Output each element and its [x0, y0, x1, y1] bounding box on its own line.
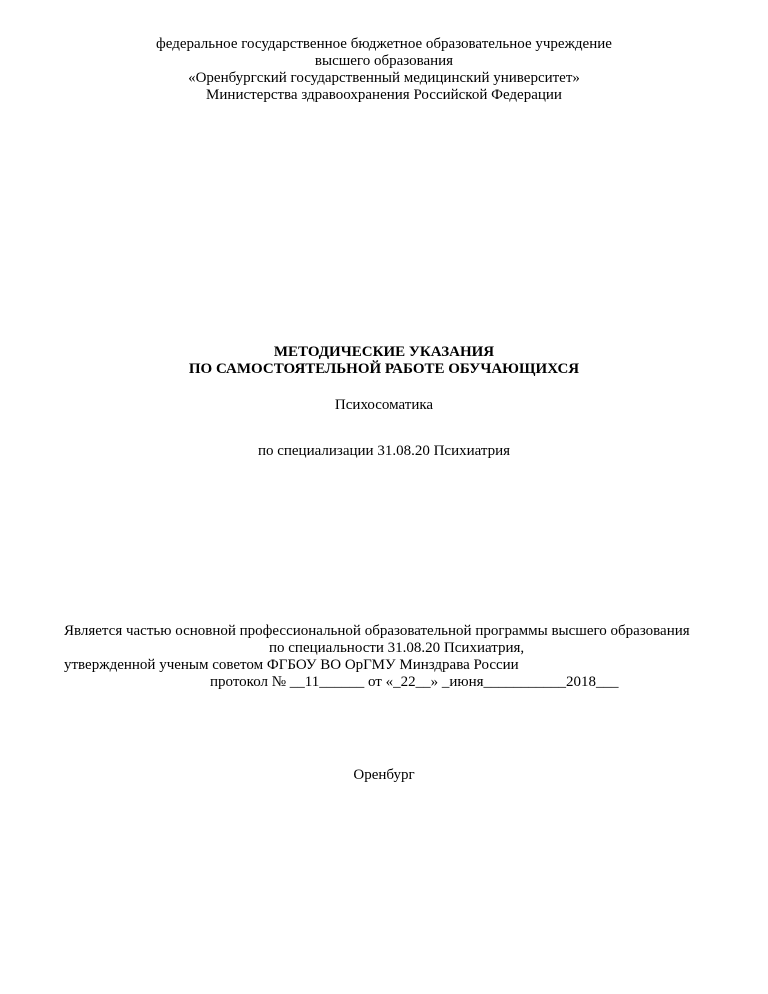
- discipline-name: Психосоматика: [334, 397, 434, 413]
- header-line-3: «Оренбургский государственный медицинский университет»: [188, 70, 580, 86]
- header-line-1: федеральное государственное бюджетное образовательное учреждение: [156, 36, 612, 52]
- program-line-3: утвержденной ученым советом ФГБОУ ВО ОрГМУ Минздрава России: [64, 657, 519, 673]
- header-line-4: Министерства здравоохранения Российской Федерации: [206, 87, 562, 103]
- program-line-1: Является частью основной профессиональной образовательной программы высшего образования: [64, 623, 690, 639]
- program-line-2: по специальности 31.08.20 Психиатрия,: [269, 640, 525, 656]
- title-line-1: МЕТОДИЧЕСКИЕ УКАЗАНИЯ: [273, 344, 495, 360]
- specialization: по специализации 31.08.20 Психиатрия: [257, 443, 511, 459]
- title-line-2: ПО САМОСТОЯТЕЛЬНОЙ РАБОТЕ ОБУЧАЮЩИХСЯ: [188, 361, 580, 377]
- header-line-2: высшего образования: [314, 53, 454, 69]
- protocol-line: протокол № __11______ от «_22__» _июня___________2018___: [210, 674, 619, 690]
- city: Оренбург: [353, 767, 415, 783]
